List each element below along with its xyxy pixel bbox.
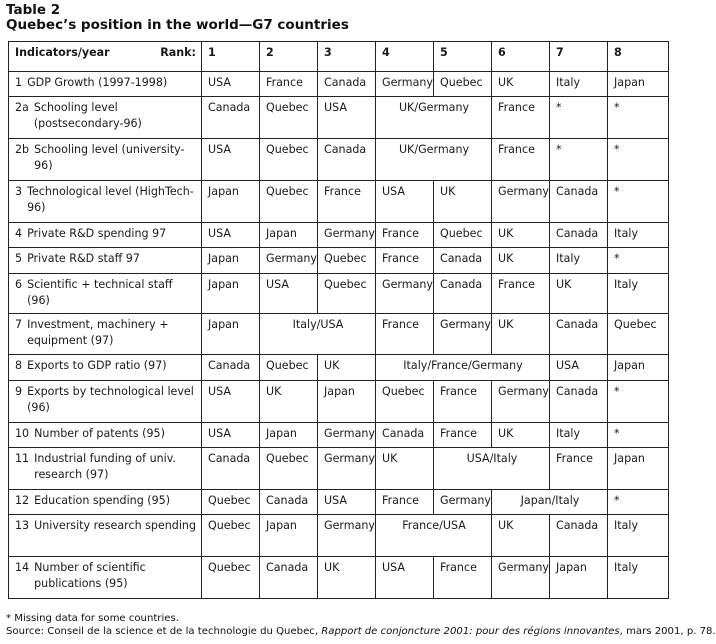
rank-cell: * <box>608 139 669 181</box>
rank-cell: USA <box>202 380 260 422</box>
rank-cell: Quebec <box>260 97 318 139</box>
rank-cell: Germany <box>492 557 550 599</box>
rank-cell: UK <box>434 181 492 223</box>
rank-header-1: 1 <box>202 42 260 72</box>
rank-cell: Japan <box>608 448 669 490</box>
rank-cell: Canada <box>434 248 492 273</box>
indicator-cell <box>9 97 202 139</box>
indicator-number: 9 <box>15 384 23 398</box>
rank-cell: Italy <box>608 515 669 557</box>
table-row <box>9 139 669 181</box>
rank-cell: * <box>608 489 669 514</box>
rank-cell: UK <box>550 273 608 313</box>
rank-cell: Italy <box>550 422 608 447</box>
rank-cell: Germany <box>318 422 376 447</box>
indicator-label: Investment, machinery + equipment (97) <box>27 317 169 347</box>
table-row <box>9 448 669 490</box>
indicator-cell <box>9 248 202 273</box>
rank-cell: France <box>434 422 492 447</box>
indicator-label: GDP Growth (1997-1998) <box>27 76 168 89</box>
rank-cell: Japan/Italy <box>492 489 608 514</box>
indicator-number: 2b <box>15 143 30 157</box>
rank-cell: Germany <box>492 181 550 223</box>
rank-cell: Japan <box>318 380 376 422</box>
indicator-number: 3 <box>15 185 23 199</box>
rank-cell: France <box>376 248 434 273</box>
rank-cell: Canada <box>550 222 608 247</box>
indicator-label: Scientific + technical staff (96) <box>27 277 173 307</box>
rank-cell: Germany <box>260 248 318 273</box>
rank-cell: France <box>376 313 434 355</box>
rank-cell: Canada <box>318 72 376 97</box>
rank-cell: Quebec <box>260 448 318 490</box>
rank-cell: UK/Germany <box>376 97 492 139</box>
table-title: Table 2 <box>6 2 61 18</box>
rank-cell: Japan <box>202 181 260 223</box>
rank-cell: Quebec <box>318 273 376 313</box>
indicator-label: Exports by technological level (96) <box>27 384 194 414</box>
rank-cell: Italy <box>550 72 608 97</box>
rank-cell: USA <box>202 139 260 181</box>
table-row <box>9 380 669 422</box>
rank-cell: Quebec <box>318 248 376 273</box>
rank-cell: Quebec <box>434 222 492 247</box>
rank-cell: Germany <box>434 489 492 514</box>
rank-cell: UK <box>318 355 376 380</box>
indicator-cell <box>9 380 202 422</box>
rank-header-8: 8 <box>608 42 669 72</box>
rank-cell: UK <box>492 515 550 557</box>
indicator-label: Technological level (HighTech-96) <box>27 185 194 215</box>
indicator-number: 4 <box>15 226 23 240</box>
rank-cell: France <box>260 72 318 97</box>
rank-cell: UK <box>492 313 550 355</box>
rank-cell: USA <box>376 557 434 599</box>
rank-cell: Canada <box>202 448 260 490</box>
rank-cell: USA <box>202 222 260 247</box>
table-row <box>9 248 669 273</box>
rank-header-2: 2 <box>260 42 318 72</box>
indicator-cell <box>9 72 202 97</box>
indicator-cell <box>9 273 202 313</box>
indicator-cell <box>9 222 202 247</box>
rank-cell: Quebec <box>260 355 318 380</box>
table-row <box>9 273 669 313</box>
rank-cell: UK <box>492 222 550 247</box>
rank-cell: UK <box>260 380 318 422</box>
indicator-number: 7 <box>15 317 23 331</box>
indicator-number: 2a <box>15 101 29 115</box>
rank-header-3: 3 <box>318 42 376 72</box>
indicator-number: 8 <box>15 359 23 373</box>
table-subtitle: Quebec’s position in the world—G7 countries <box>6 17 349 33</box>
table-row <box>9 313 669 355</box>
rank-cell: Japan <box>550 557 608 599</box>
indicator-cell <box>9 515 202 557</box>
rank-cell: Germany <box>318 448 376 490</box>
rank-cell: USA <box>202 422 260 447</box>
rank-cell: Japan <box>202 273 260 313</box>
rank-cell: Italy <box>608 222 669 247</box>
rank-cell: Germany <box>376 273 434 313</box>
indicator-cell <box>9 422 202 447</box>
rank-cell: Italy <box>550 248 608 273</box>
indicator-label: Private R&D staff 97 <box>27 252 140 266</box>
rank-cell: * <box>608 380 669 422</box>
indicator-number: 5 <box>15 252 23 266</box>
indicator-number: 6 <box>15 277 23 291</box>
rank-cell: Canada <box>260 489 318 514</box>
source-prefix: Source: Conseil de la science et de la technologie du Quebec, <box>6 626 322 637</box>
indicator-number: 12 <box>15 493 30 507</box>
rank-cell: Canada <box>202 355 260 380</box>
table-row <box>9 181 669 223</box>
rank-cell: USA/Italy <box>434 448 550 490</box>
header-indicators <box>9 42 202 72</box>
rank-cell: Italy/USA <box>260 313 376 355</box>
rank-cell: Germany <box>318 515 376 557</box>
indicator-label: Schooling level (postsecondary-96) <box>33 101 142 131</box>
rank-cell: Canada <box>318 139 376 181</box>
rank-cell: * <box>608 181 669 223</box>
rank-cell: Italy/France/Germany <box>376 355 550 380</box>
rank-cell: UK <box>376 448 434 490</box>
indicator-cell <box>9 448 202 490</box>
rank-cell: Japan <box>608 72 669 97</box>
indicator-cell <box>9 181 202 223</box>
rank-cell: Italy <box>608 557 669 599</box>
rank-cell: France/USA <box>376 515 492 557</box>
indicator-number: 1 <box>15 76 23 89</box>
rank-cell: USA <box>550 355 608 380</box>
table-row <box>9 422 669 447</box>
indicator-number: 14 <box>15 561 30 575</box>
table-row <box>9 97 669 139</box>
indicator-label: Number of scientific publications (95) <box>34 561 146 591</box>
footnote: * Missing data for some countries. <box>6 613 179 624</box>
rank-cell: UK <box>492 72 550 97</box>
rank-cell: Canada <box>550 181 608 223</box>
table-body <box>9 72 669 599</box>
rank-cell: Canada <box>550 380 608 422</box>
rank-cell: Quebec <box>202 489 260 514</box>
rank-cell: France <box>434 380 492 422</box>
indicators-year-label: Indicators/year <box>15 46 110 59</box>
rank-cell: Quebec <box>260 181 318 223</box>
indicator-label: Private R&D spending 97 <box>27 226 167 240</box>
rank-cell: Italy <box>608 273 669 313</box>
rank-header-5: 5 <box>434 42 492 72</box>
rank-cell: USA <box>376 181 434 223</box>
rank-cell: UK <box>492 422 550 447</box>
rank-cell: UK <box>492 248 550 273</box>
table-row <box>9 557 669 599</box>
rank-cell: USA <box>318 489 376 514</box>
indicator-number: 13 <box>15 519 30 533</box>
rank-cell: France <box>492 97 550 139</box>
rank-header-7: 7 <box>550 42 608 72</box>
indicator-cell <box>9 489 202 514</box>
rank-cell: France <box>434 557 492 599</box>
rank-cell: Japan <box>260 422 318 447</box>
rank-cell: Canada <box>550 313 608 355</box>
rank-cell: Germany <box>318 222 376 247</box>
header-row <box>9 42 669 72</box>
rank-cell: Quebec <box>376 380 434 422</box>
rank-cell: USA <box>202 72 260 97</box>
indicator-cell <box>9 139 202 181</box>
rank-cell: UK/Germany <box>376 139 492 181</box>
rank-cell: * <box>550 139 608 181</box>
g7-ranking-table <box>8 41 669 599</box>
rank-cell: Canada <box>376 422 434 447</box>
rank-cell: Canada <box>260 557 318 599</box>
rank-cell: Japan <box>608 355 669 380</box>
rank-cell: Quebec <box>260 139 318 181</box>
rank-cell: Quebec <box>608 313 669 355</box>
rank-cell: France <box>318 181 376 223</box>
rank-label: Rank: <box>160 46 196 59</box>
source-citation <box>6 626 716 638</box>
indicator-cell <box>9 313 202 355</box>
indicator-number: 10 <box>15 426 30 440</box>
rank-header-6: 6 <box>492 42 550 72</box>
indicator-label: Schooling level (university-96) <box>34 143 185 173</box>
table-row <box>9 489 669 514</box>
rank-cell: Japan <box>260 222 318 247</box>
rank-cell: USA <box>318 97 376 139</box>
rank-cell: UK <box>318 557 376 599</box>
table-row <box>9 355 669 380</box>
rank-cell: Germany <box>376 72 434 97</box>
rank-cell: * <box>550 97 608 139</box>
table-row <box>9 72 669 97</box>
rank-cell: * <box>608 97 669 139</box>
rank-cell: Canada <box>202 97 260 139</box>
rank-cell: Germany <box>434 313 492 355</box>
indicator-number: 11 <box>15 452 30 465</box>
rank-cell: France <box>376 489 434 514</box>
indicator-label: University research spending <box>34 519 197 533</box>
rank-cell: * <box>608 422 669 447</box>
rank-cell: Japan <box>202 248 260 273</box>
indicator-cell <box>9 557 202 599</box>
rank-cell: France <box>492 273 550 313</box>
rank-header-4: 4 <box>376 42 434 72</box>
rank-cell: Quebec <box>202 557 260 599</box>
indicator-label: Education spending (95) <box>34 493 171 507</box>
rank-cell: France <box>492 139 550 181</box>
rank-cell: Quebec <box>202 515 260 557</box>
indicator-label: Industrial funding of univ. research (97) <box>34 452 176 481</box>
rank-cell: Canada <box>550 515 608 557</box>
indicator-label: Number of patents (95) <box>34 426 165 440</box>
table-row <box>9 515 669 557</box>
rank-cell: France <box>376 222 434 247</box>
indicator-cell <box>9 355 202 380</box>
source-suffix: , mars 2001, p. 78. <box>619 626 716 637</box>
rank-cell: Canada <box>434 273 492 313</box>
rank-cell: Germany <box>492 380 550 422</box>
rank-cell: Japan <box>202 313 260 355</box>
rank-cell: * <box>608 248 669 273</box>
table-row <box>9 222 669 247</box>
rank-cell: Quebec <box>434 72 492 97</box>
rank-cell: Japan <box>260 515 318 557</box>
indicator-label: Exports to GDP ratio (97) <box>27 359 167 373</box>
source-title: Rapport de conjoncture 2001: pour des régions innovantes <box>321 626 620 637</box>
rank-cell: France <box>550 448 608 490</box>
rank-cell: USA <box>260 273 318 313</box>
